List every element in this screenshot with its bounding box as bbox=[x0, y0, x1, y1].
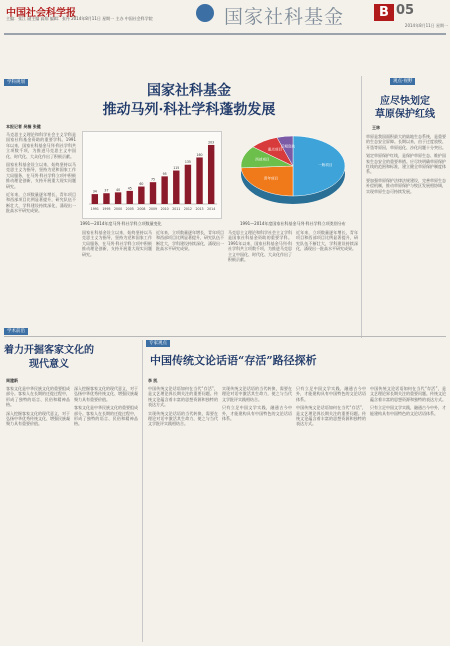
bar-2014 bbox=[208, 145, 214, 204]
bar-chart-caption: 1991—2014年度马列·科社学科立项数量变化 bbox=[80, 221, 162, 226]
bar-2000 bbox=[115, 192, 121, 204]
main-body-col5 bbox=[296, 230, 358, 332]
bar-value-label: 95 bbox=[162, 171, 167, 176]
edition-number: 05 bbox=[396, 3, 415, 18]
main-body-col1 bbox=[6, 132, 76, 330]
bar-1991 bbox=[92, 194, 98, 204]
seal-icon bbox=[196, 4, 214, 22]
bar-2008 bbox=[138, 187, 144, 204]
pie-chart-caption: 1991—2014年度国家社科基金马列·科社学科立项类别分布 bbox=[240, 221, 346, 226]
pie-slice-label: 青年项目 bbox=[263, 176, 279, 181]
x-tick-label: 2005 bbox=[125, 207, 134, 211]
left-headline bbox=[4, 344, 94, 372]
bar-value-label: 75 bbox=[150, 177, 156, 182]
edition-date: 2014年8月11日 星期一 bbox=[404, 23, 448, 28]
x-tick-label: 2010 bbox=[160, 207, 169, 211]
bottom-paragraph: 中国传统文论话语如何在当代“存活”，是文艺理论界长期关注的重要问题。传统文论蕴含着丰富的思想资源和独特的表达方式。 bbox=[370, 386, 446, 402]
bottom-paragraph: 实现传统文论话语的当代转换，需要在理论对话中激活其生命力，使之与当代文学批评实践相结合。 bbox=[148, 410, 218, 427]
bar-value-label: 160 bbox=[196, 152, 203, 157]
bar-value-label: 34 bbox=[92, 189, 97, 194]
bar-value-label: 37 bbox=[104, 188, 109, 193]
pie-slice-label: 一般项目 bbox=[318, 163, 333, 167]
bottom-paragraph: 只有立足中国文学实践，融通古今中外，才能建构具有中国特色的文论话语体系。 bbox=[370, 405, 446, 416]
side-paragraph: 要加强草原保护法律法规建设，完善草原生态补偿机制，推动草原保护与牧区发展相协调，实现草原生态可持续发展。 bbox=[366, 177, 446, 194]
main-body-col3 bbox=[156, 230, 224, 332]
x-tick-label: 2008 bbox=[137, 207, 146, 211]
bar-chart-box bbox=[82, 131, 222, 219]
bottom-paragraph: 实现传统文论话语的当代转换，需要在理论对话中激活其生命力，使之与当代文学批评实践相结合。 bbox=[222, 386, 292, 402]
bar-value-label: 203 bbox=[208, 140, 215, 145]
pie-slice-1 bbox=[241, 166, 293, 196]
pie-slice-label: 后期资助 bbox=[280, 144, 296, 149]
bar-2011 bbox=[173, 171, 179, 204]
bottom-body-col3 bbox=[296, 386, 366, 640]
side-headline-line2: 草原保护红线 bbox=[375, 109, 435, 120]
bar-2013 bbox=[196, 157, 202, 204]
x-tick-label: 1995 bbox=[102, 207, 111, 211]
main-section-tag: 学科规划 bbox=[4, 79, 28, 86]
left-headline-line2: 现代意义 bbox=[29, 359, 69, 370]
bottom-body-col2 bbox=[222, 386, 292, 640]
main-paragraph: 近年来，立项数量逐年增长，青年项目和西部项目比例显著提升，研究队伍不断壮大，学科建设持续深化，涌现出一批高水平研究成果。 bbox=[296, 230, 358, 252]
x-tick-label: 2012 bbox=[183, 207, 192, 211]
edition-letter: B bbox=[374, 4, 394, 21]
main-paragraph: 马克思主义理论和科学社会主义学科是国家社科基金资助的重要学科。1991年以来，国家社科基金马列·科社学科共立项数千项，为推进马克思主义中国化、时代化、大众化作出了积极贡献。 bbox=[6, 132, 76, 159]
left-section-tag: 学术前沿 bbox=[4, 328, 28, 335]
bar-2010 bbox=[161, 176, 167, 204]
left-byline: 周建新 bbox=[6, 378, 18, 383]
bar-2012 bbox=[185, 165, 191, 204]
side-byline: 王林 bbox=[372, 125, 380, 130]
bottom-paragraph: 中国传统文论话语如何在当代“存活”，是文艺理论界长期关注的重要问题。传统文论蕴含着丰富的思想资源和独特的表达方式。 bbox=[148, 386, 218, 408]
side-paragraph: 草原是我国面积最大的陆地生态系统，是重要的生态安全屏障。长期以来，由于过度放牧、开垦等原因，草原退化、沙化问题十分突出。 bbox=[366, 134, 446, 150]
bottom-headline: 中国传统文论话语“存活”路径探析 bbox=[150, 354, 317, 367]
main-paragraph: 近年来，立项数量逐年增长，青年项目和西部项目比例显著提升，研究队伍不断壮大，学科建设持续深化，涌现出一批高水平研究成果。 bbox=[156, 230, 224, 252]
bottom-byline: 李 凯 bbox=[148, 378, 158, 383]
x-tick-label: 2013 bbox=[195, 207, 204, 211]
bottom-paragraph: 只有立足中国文学实践，融通古今中外，才能建构具有中国特色的文论话语体系。 bbox=[222, 405, 292, 422]
x-tick-label: 2009 bbox=[148, 207, 158, 211]
main-headline bbox=[74, 82, 304, 120]
bar-value-label: 135 bbox=[184, 160, 191, 165]
side-paragraph: 划定草原保护红线，是保护草原生态、维护国家生态安全的重要举措。应尽快明确草原保护红线的范围和标准，建立健全草原保护制度体系。 bbox=[366, 153, 446, 175]
masthead-info: 主编：张江 副主编 高翔 编辑：张丹 2014年8月11日 星期一 主办 中国社会科学院 bbox=[6, 16, 153, 21]
pie-chart bbox=[226, 122, 360, 219]
bottom-body-col1 bbox=[148, 386, 218, 640]
masthead-rule bbox=[4, 33, 446, 35]
left-headline-line1: 着力开掘客家文化的 bbox=[4, 345, 94, 356]
main-headline-line1: 国家社科基金 bbox=[147, 83, 231, 99]
section-divider bbox=[4, 336, 446, 337]
x-tick-label: 1991 bbox=[90, 207, 99, 211]
x-tick-label: 2011 bbox=[172, 207, 181, 211]
column-divider bbox=[142, 340, 143, 642]
section-title: 国家社科基金 bbox=[224, 6, 345, 28]
left-paragraph: 客家文化是中华民族文化的重要组成部分。客家人在长期的迁徙过程中，形成了独特的语言、民俗和精神品格。 bbox=[6, 386, 70, 408]
left-paragraph: 深入挖掘客家文化的现代意义，对于弘扬中华优秀传统文化、增强民族凝聚力具有重要价值。 bbox=[6, 410, 70, 427]
bottom-paragraph: 中国传统文论话语如何在当代“存活”，是文艺理论界长期关注的重要问题。传统文论蕴含着丰富的思想资源和独特的表达方式。 bbox=[296, 405, 366, 427]
newspaper-logo: 中国社会科学报 bbox=[6, 8, 76, 19]
bar-value-label: 60 bbox=[139, 182, 144, 187]
x-tick-label: 2014 bbox=[207, 207, 216, 211]
main-body-col4 bbox=[228, 230, 292, 332]
bar-2009 bbox=[150, 182, 156, 204]
bar-value-label: 115 bbox=[173, 166, 180, 171]
main-headline-line2: 推动马列·科社学科蓬勃发展 bbox=[102, 102, 276, 118]
main-paragraph: 国家社科基金设立以来，始终坚持以马克思主义为指导，坚持为党和国家工作大局服务，在马列·科社学科立项中积极推动理论创新，支持开展重大现实问题研究。 bbox=[6, 162, 76, 189]
bar-chart bbox=[83, 132, 221, 218]
main-paragraph: 近年来，立项数量逐年增长，青年项目和西部项目比例显著提升，研究队伍不断壮大，学科建设持续深化，涌现出一批高水平研究成果。 bbox=[6, 192, 76, 214]
side-headline bbox=[364, 95, 446, 121]
bottom-section-tag: 专家观点 bbox=[146, 340, 170, 347]
bottom-paragraph: 只有立足中国文学实践，融通古今中外，才能建构具有中国特色的文论话语体系。 bbox=[296, 386, 366, 402]
side-section-tag: 观点·视野 bbox=[390, 78, 415, 85]
side-body bbox=[366, 134, 446, 334]
left-paragraph: 客家文化是中华民族文化的重要组成部分。客家人在长期的迁徙过程中，形成了独特的语言、民俗和精神品格。 bbox=[74, 405, 138, 427]
bar-value-label: 45 bbox=[127, 186, 132, 191]
pie-slice-label: 重点项目 bbox=[267, 147, 283, 152]
column-divider bbox=[361, 76, 362, 338]
main-byline: 本报记者 吴楠 张健 bbox=[6, 124, 41, 129]
main-body-col2 bbox=[82, 230, 152, 332]
pie-chart-box bbox=[226, 122, 360, 219]
left-paragraph: 深入挖掘客家文化的现代意义，对于弘扬中华优秀传统文化、增强民族凝聚力具有重要价值。 bbox=[74, 386, 138, 402]
main-paragraph: 马克思主义理论和科学社会主义学科是国家社科基金资助的重要学科。1991年以来，国家社科基金马列·科社学科共立项数千项，为推进马克思主义中国化、时代化、大众化作出了积极贡献。 bbox=[228, 230, 292, 263]
bar-2005 bbox=[127, 191, 133, 204]
x-tick-label: 2000 bbox=[114, 207, 123, 211]
bar-1995 bbox=[103, 193, 109, 204]
left-body-col2 bbox=[74, 386, 138, 640]
left-body-col1 bbox=[6, 386, 70, 640]
main-paragraph: 国家社科基金设立以来，始终坚持以马克思主义为指导，坚持为党和国家工作大局服务，在马列·科社学科立项中积极推动理论创新，支持开展重大现实问题研究。 bbox=[82, 230, 152, 257]
bar-value-label: 40 bbox=[116, 187, 121, 192]
side-headline-line1: 应尽快划定 bbox=[380, 96, 430, 107]
bottom-body-col4 bbox=[370, 386, 446, 640]
pie-slice-label: 西部项目 bbox=[255, 157, 270, 162]
